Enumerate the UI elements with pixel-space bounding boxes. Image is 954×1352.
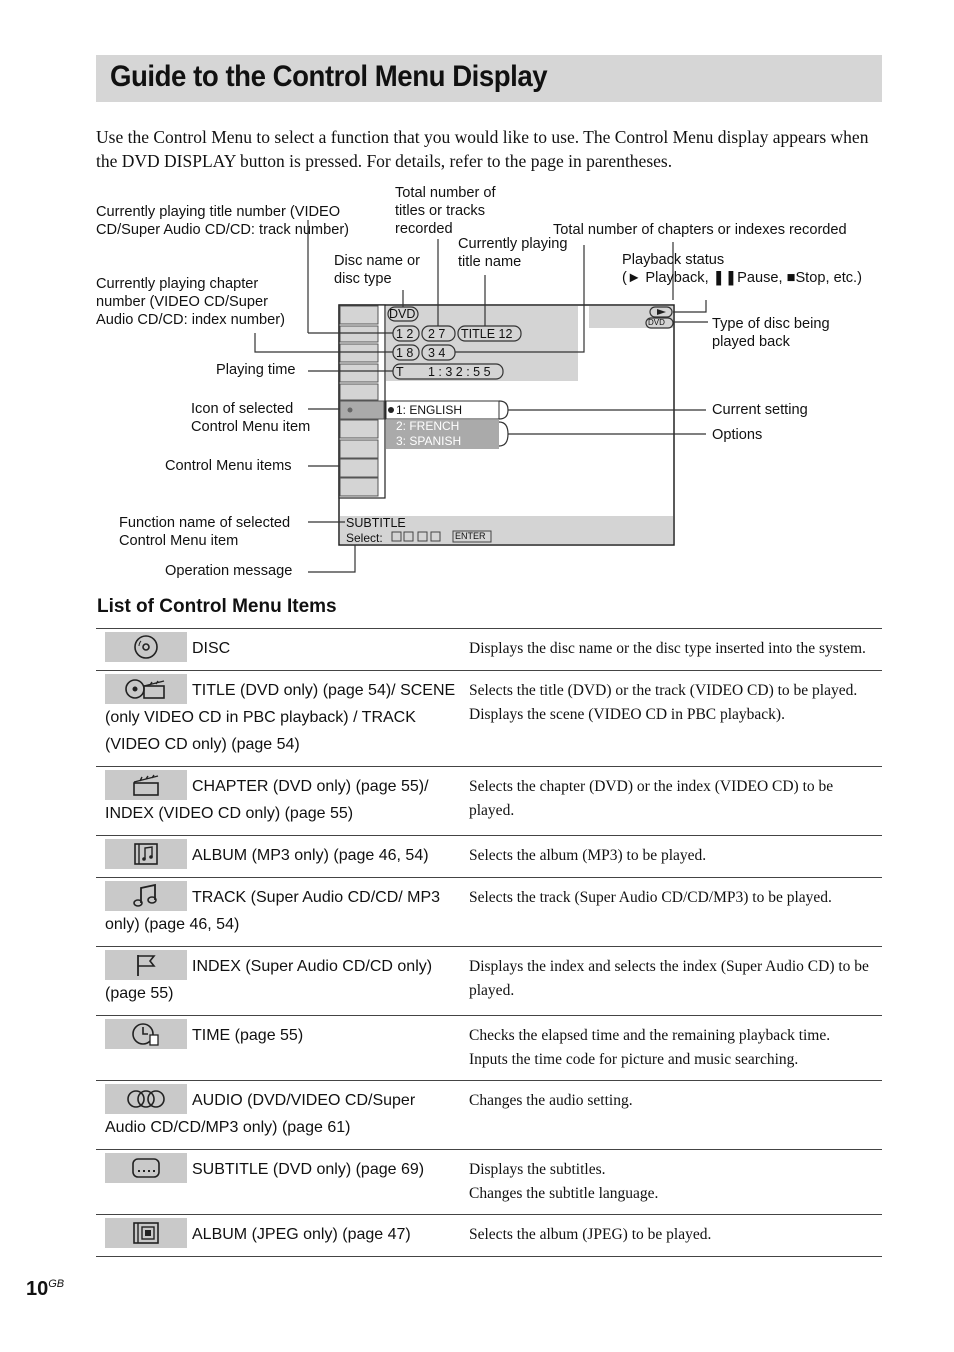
- screen-option-3: 3: SPANISH: [396, 434, 462, 448]
- menu-item-cell: [96, 629, 459, 671]
- description-line: Displays the scene (VIDEO CD in PBC playback).: [469, 706, 785, 723]
- label-title-name: Currently playing title name: [458, 236, 568, 270]
- label-title-number: Currently playing title number (VIDEO CD/Super Audio CD/CD: track number): [96, 204, 350, 238]
- description-line: Changes the subtitle language.: [469, 1185, 659, 1202]
- label-disc-name: Disc name or disc type: [334, 253, 420, 287]
- screen-time: 1 : 3 2 : 5 5: [428, 365, 491, 379]
- description-line: Selects the chapter (DVD) or the index (VIDEO CD) to be played.: [469, 778, 834, 819]
- screen-option-1: 1: ENGLISH: [396, 403, 463, 417]
- description-line: Selects the album (MP3) to be played.: [469, 847, 707, 864]
- label-total-chapters: Total number of chapters or indexes recorded: [553, 222, 847, 238]
- menu-item-row: [96, 947, 882, 1016]
- screen-title-name: TITLE 12: [461, 327, 513, 341]
- screen-disc-type: DVD: [389, 307, 416, 321]
- screen-title-total: 2 7: [428, 327, 446, 341]
- index-icon: [105, 950, 187, 980]
- label-function-name: Function name of selected Control Menu item: [119, 515, 291, 549]
- description-line: Displays the index and selects the index (Super Audio CD) to be played.: [469, 958, 869, 999]
- menu-item-name: SUBTITLE (DVD only) (page 69): [192, 1161, 425, 1178]
- track-icon: [105, 881, 187, 911]
- menu-item-name: TITLE (DVD only) (page 54)/ SCENE (only VIDEO CD in PBC playback) / TRACK (VIDEO CD only) (page 54): [105, 682, 456, 753]
- description-line: Selects the album (JPEG) to be played.: [469, 1226, 712, 1243]
- menu-item-row: [96, 1150, 882, 1215]
- selected-icon-dot: [348, 408, 353, 413]
- menu-item-name: CHAPTER (DVD only) (page 55)/ INDEX (VIDEO CD only) (page 55): [105, 778, 429, 822]
- page-suffix: GB: [48, 1278, 65, 1290]
- menu-item-cell: [96, 947, 459, 1016]
- label-current-setting: Current setting: [712, 402, 808, 418]
- menu-item-row: [96, 878, 882, 947]
- description-line: Displays the subtitles.: [469, 1161, 606, 1178]
- label-chapter-number: Currently playing chapter number (VIDEO CD/Super Audio CD/CD: index number): [96, 276, 285, 328]
- menu-item-row: [96, 767, 882, 836]
- description-line: Changes the audio setting.: [469, 1092, 633, 1109]
- menu-item-description: [459, 947, 882, 1016]
- album-mp3-icon: [105, 839, 187, 869]
- menu-item-description: [459, 878, 882, 947]
- menu-item-description: [459, 1215, 882, 1257]
- intro-paragraph: Use the Control Menu to select a function that you would like to use. The Control Menu display appears when the DVD DISPLAY button is pressed. For details, refer to the page in parentheses.: [96, 127, 869, 171]
- screen-select-label: Select:: [346, 531, 383, 545]
- menu-item-cell: [96, 671, 459, 767]
- label-icon-selected: Icon of selected Control Menu item: [191, 401, 311, 435]
- label-playback-status: Playback status (► Playback, ❚❚Pause, ■Stop, etc.): [622, 252, 862, 286]
- control-menu-table: [96, 628, 882, 1257]
- screen-status-disc: DVD: [648, 318, 665, 327]
- description-line: Selects the title (DVD) or the track (VIDEO CD) to be played.: [469, 682, 858, 699]
- time-icon: [105, 1019, 187, 1049]
- menu-item-cell: [96, 767, 459, 836]
- menu-item-row: [96, 629, 882, 671]
- disc-icon: [105, 632, 187, 662]
- menu-item-description: [459, 836, 882, 878]
- menu-item-row: [96, 1016, 882, 1081]
- label-options: Options: [712, 427, 763, 443]
- label-operation-message: Operation message: [165, 563, 293, 579]
- menu-item-name: TRACK (Super Audio CD/CD/ MP3 only) (page 46, 54): [105, 889, 441, 933]
- menu-item-description: [459, 1150, 882, 1215]
- label-menu-items: Control Menu items: [165, 458, 292, 474]
- audio-icon: [105, 1084, 187, 1114]
- screen-time-prefix: T: [396, 365, 404, 379]
- screen-title-num: 1 2: [396, 327, 414, 341]
- title-icon: [105, 674, 187, 704]
- description-line: Displays the disc name or the disc type inserted into the system.: [469, 640, 866, 657]
- chapter-icon: [105, 770, 187, 800]
- menu-item-cell: [96, 1081, 459, 1150]
- page-number: $10^{GB}$: [26, 1278, 65, 1300]
- menu-item-name: TIME (page 55): [192, 1027, 304, 1044]
- label-disc-type: Type of disc being played back: [712, 316, 830, 350]
- menu-item-description: [459, 1081, 882, 1150]
- menu-item-name: ALBUM (JPEG only) (page 47): [192, 1226, 411, 1243]
- album-jpeg-icon: [105, 1218, 187, 1248]
- menu-item-name: AUDIO (DVD/VIDEO CD/Super Audio CD/CD/MP3 only) (page 61): [105, 1092, 416, 1136]
- description-line: Checks the elapsed time and the remaining playback time.: [469, 1027, 831, 1044]
- label-playing-time: Playing time: [216, 362, 296, 378]
- page-title: Guide to the Control Menu Display: [110, 60, 548, 93]
- menu-item-cell: [96, 1016, 459, 1081]
- menu-item-description: [459, 629, 882, 671]
- screen-chapter-total: 3 4: [428, 346, 446, 360]
- menu-item-row: [96, 1215, 882, 1257]
- menu-item-cell: [96, 1215, 459, 1257]
- description-line: Inputs the time code for picture and music searching.: [469, 1051, 799, 1068]
- menu-item-name: DISC: [192, 640, 231, 657]
- menu-item-name: ALBUM (MP3 only) (page 46, 54): [192, 847, 429, 864]
- screen-chapter-num: 1 8: [396, 346, 414, 360]
- menu-item-row: [96, 1081, 882, 1150]
- menu-item-row: [96, 671, 882, 767]
- menu-item-row: [96, 836, 882, 878]
- list-heading: List of Control Menu Items: [97, 596, 337, 617]
- menu-item-name: INDEX (Super Audio CD/CD only) (page 55): [105, 958, 433, 1002]
- screen-option-2: 2: FRENCH: [396, 419, 460, 433]
- screen-function-name: SUBTITLE: [346, 516, 406, 530]
- menu-item-description: [459, 767, 882, 836]
- menu-item-cell: [96, 878, 459, 947]
- menu-item-description: [459, 1016, 882, 1081]
- menu-item-cell: [96, 1150, 459, 1215]
- screen-enter-label: ENTER: [455, 531, 486, 541]
- menu-item-cell: [96, 836, 459, 878]
- label-total-titles: Total number of titles or tracks recorded: [395, 185, 496, 237]
- menu-item-description: [459, 671, 882, 767]
- description-line: Selects the track (Super Audio CD/CD/MP3) to be played.: [469, 889, 832, 906]
- subtitle-icon: [105, 1153, 187, 1183]
